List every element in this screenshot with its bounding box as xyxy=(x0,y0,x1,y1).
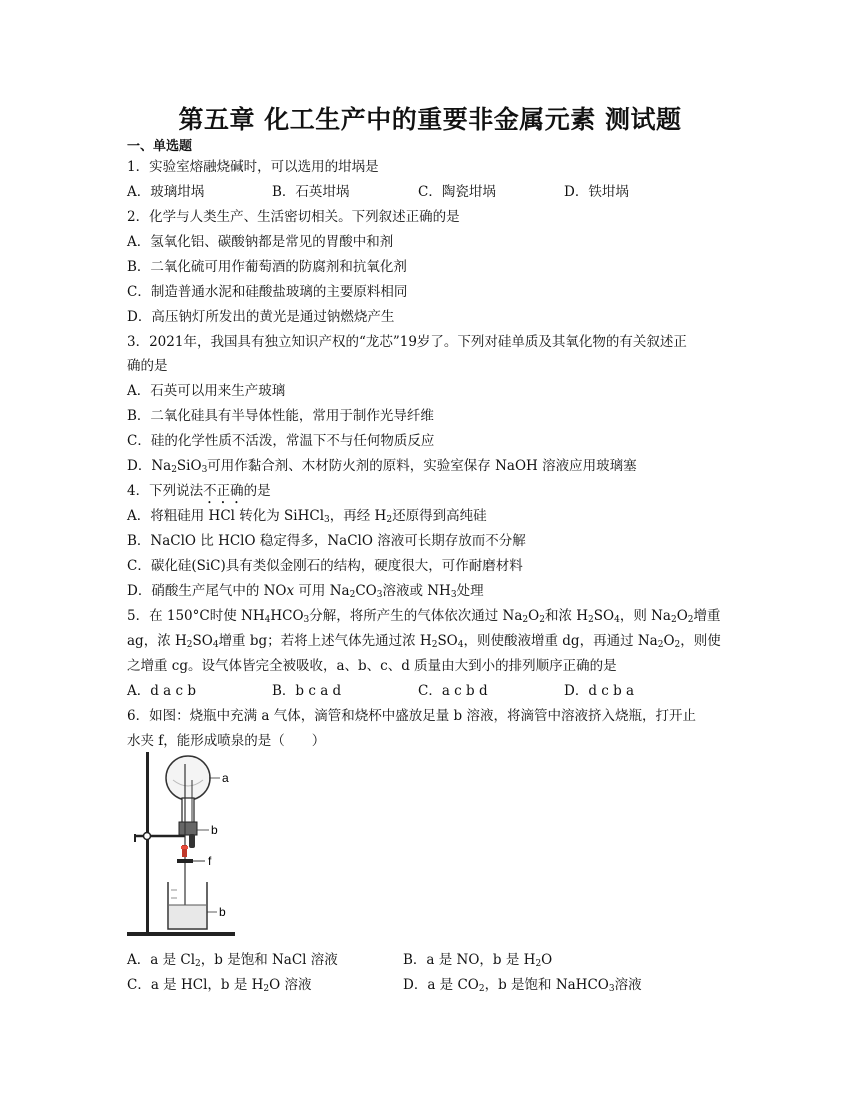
fountain-apparatus-figure xyxy=(125,750,240,940)
q4-option-c: C．碳化硅(SiC)具有类似金刚石的结构，硬度很大，可作耐磨材料 xyxy=(127,558,523,574)
q2-option-a: A．氢氧化铝、碳酸钠都是常见的胃酸中和剂 xyxy=(127,234,394,250)
question-4-stem: 4．下列说法不正确的是 xyxy=(127,483,271,499)
stopper xyxy=(179,822,197,835)
q6-option-b: B．a 是 NO，b 是 $H_2O$ xyxy=(403,952,553,969)
q2-option-c: C．制造普通水泥和硅酸盐玻璃的主要原料相同 xyxy=(127,284,408,300)
question-5-stem-line3: 之增重 cg。设气体皆完全被吸收，a、b、c、d 质量由大到小的排列顺序正确的是 xyxy=(127,658,617,674)
question-6-stem-line1: 6．如图：烧瓶中充满 a 气体，滴管和烧杯中盛放足量 b 溶液，将滴管中溶液挤入烧瓶，打开止 xyxy=(127,708,696,724)
flask xyxy=(166,756,210,800)
question-5-stem-line1: 5．在 150°C时使 $NH_4HCO_3$分解，将所产生的气体依次通过 $Na_2O_2$和浓 $H_2SO_4$，则 $Na_2O_2$增重 xyxy=(127,608,721,625)
q6-option-c: C．a 是 HCl，b 是 $H_2O$ 溶液 xyxy=(127,977,312,994)
page-title: 第五章 化工生产中的重要非金属元素 测试题 xyxy=(178,105,682,134)
q1-option-c: C．陶瓷坩埚 xyxy=(418,184,496,200)
q5-option-b: B．b c a d xyxy=(272,683,342,699)
stand-rod xyxy=(146,752,149,933)
q6-option-d: D．a 是 $CO_2$，b 是饱和 NaHCO$_3$溶液 xyxy=(403,977,642,994)
q1-option-b: B．石英坩埚 xyxy=(272,184,350,200)
q6-option-a: A．a 是 $Cl_2$，b 是饱和 NaCl 溶液 xyxy=(127,952,338,969)
q2-option-d: D．高压钠灯所发出的黄光是通过钠燃烧产生 xyxy=(127,309,395,325)
q4-option-d: D．硝酸生产尾气中的 NOx 可用 $Na_2CO_3$溶液或 $NH_3$处理 xyxy=(127,583,484,600)
dropper-bulb xyxy=(189,834,195,848)
q1-option-d: D．铁坩埚 xyxy=(564,184,629,200)
q3-option-b: B．二氧化硅具有半导体性能，常用于制作光导纤维 xyxy=(127,408,434,424)
stand-base xyxy=(127,932,235,936)
q5-option-a: A．d a c b xyxy=(127,683,197,699)
clip-f xyxy=(177,859,193,863)
q5-option-c: C．a c b d xyxy=(418,683,488,699)
question-3-stem-line1: 3．2021年，我国具有独立知识产权的“龙芯”19岁了。下列对硅单质及其氧化物的有关叙述正 xyxy=(127,334,687,350)
question-6-stem-line2: 水夹 f，能形成喷泉的是（ ） xyxy=(127,733,326,749)
q2-option-b: B．二氧化硫可用作葡萄酒的防腐剂和抗氧化剂 xyxy=(127,259,407,275)
q4-option-a: A．将粗硅用 HCl 转化为 SiHCl$_3$，再经 $H_2$还原得到高纯硅 xyxy=(127,508,487,525)
label-a: a xyxy=(222,771,229,785)
q3-option-c: C．硅的化学性质不活泼，常温下不与任何物质反应 xyxy=(127,433,435,449)
question-5-stem-line2: ag，浓 $H_2SO_4$增重 bg；若将上述气体先通过浓 $H_2SO_4$，则使酸液增重 dg，再通过 $Na_2O_2$，则使 xyxy=(127,633,721,650)
q1-option-a: A．玻璃坩埚 xyxy=(127,184,205,200)
question-2-stem: 2．化学与人类生产、生活密切相关。下列叙述正确的是 xyxy=(127,209,460,225)
q5-option-d: D．d c b a xyxy=(564,683,635,699)
label-b-beaker: b xyxy=(219,905,226,919)
label-b-dropper: b xyxy=(211,823,218,837)
label-f: f xyxy=(208,854,212,868)
section-heading: 一、单选题 xyxy=(127,139,193,154)
question-1-stem: 1．实验室熔融烧碱时，可以选用的坩埚是 xyxy=(127,159,379,175)
q4-option-b: B．NaClO 比 HClO 稳定得多，NaClO 溶液可长期存放而不分解 xyxy=(127,533,526,549)
emphasis-not-correct: 不正确 xyxy=(203,483,244,499)
question-3-stem-line2: 确的是 xyxy=(127,358,168,374)
q3-option-d: D．$Na_2SiO_3$可用作黏合剂、木材防火剂的原料，实验室保存 NaOH 溶液应用玻璃塞 xyxy=(127,458,637,475)
q3-option-a: A．石英可以用来生产玻璃 xyxy=(127,383,286,399)
